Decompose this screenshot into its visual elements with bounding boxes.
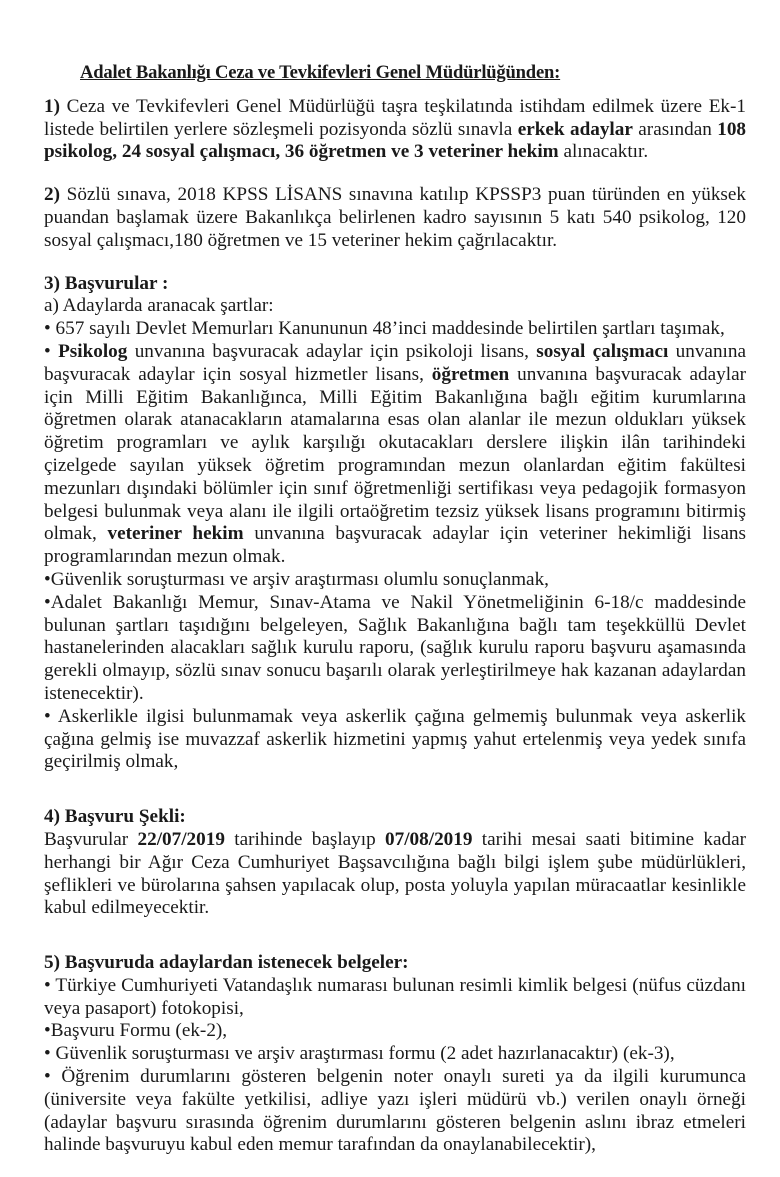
- section-4-paragraph: Başvurular 22/07/2019 tarihinde başlayıp 07/08/2019 tarihi mesai saati bitimine kadar herhangi bir Ağır Ceza Cumhuriyet Başsavcılığına bağlı bilgi işlem şube müdürlükleri, şeflikleri ve bürolarına şahsen yapılacak olup, posta yoluyla yapılan müracaatlar kesinlikle kabul edilmeyecektir.: [44, 828, 746, 919]
- section-3-heading: 3) Başvurular :: [44, 272, 169, 294]
- emphasis: erkek adaylar: [517, 118, 633, 140]
- section-3-sub-a: a) Adaylarda aranacak şartlar:: [44, 295, 274, 317]
- requirement-item: • Psikolog unvanına başvuracak adaylar için psikoloji lisans, sosyal çalışmacı unvanına başvuracak adaylar için sosyal hizmetler lisans, öğretmen unvanına başvuracak adaylar için Milli Eğitim Bakanlığınca, Milli Eğitim Bakanlığına bağlı eğitim kurumlarına öğretmen olarak atanacakların atamalarına esas olan alanlar ile mezun oldukları yüksek öğretim programları ve aylık karşılığı okutacakları derslere ilişkin ilân tarihindeki çizelgede sayılan yüksek öğretim programından mezun olanlardan eğitim fakültesi mezunları dışındaki bölümler için sınıf öğretmenliği sertifikası veya pedagojik formasyon belgesi bulunmak veya alanı ile ilgili ortaöğretim tezsiz yüksek lisans programını bitirmiş olmak, veteriner hekim unvanına başvuracak adaylar için veteriner hekimliği lisans programlarından mezun olmak.: [44, 340, 746, 568]
- section-5-heading: 5) Başvuruda adaylardan istenecek belgeler:: [44, 952, 409, 974]
- section-2-paragraph: 2) Sözlü sınava, 2018 KPSS LİSANS sınavına katılıp KPSSP3 puan türünden en yüksek puandan başlamak üzere Bakanlıkça belirlenen kadro sayısının 5 katı 540 psikolog, 120 sosyal çalışmacı,180 öğretmen ve 15 veteriner hekim çağrılacaktır.: [44, 184, 746, 251]
- requirement-item: •Güvenlik soruşturması ve arşiv araştırması olumlu sonuçlanmak,: [44, 568, 549, 590]
- document-title: Adalet Bakanlığı Ceza ve Tevkifevleri Genel Müdürlüğünden:: [80, 62, 561, 83]
- start-date: 22/07/2019: [137, 828, 225, 850]
- section-2: [44, 184, 746, 252]
- section-4-heading: 4) Başvuru Şekli:: [44, 806, 186, 828]
- document-page: [44, 62, 746, 1177]
- section-1: [44, 96, 746, 164]
- emphasis: 108 psikolog, 24 sosyal çalışmacı, 36 öğretmen ve 3 veteriner hekim: [44, 118, 746, 163]
- requirement-item: • 657 sayılı Devlet Memurları Kanununun 48’inci maddesinde belirtilen şartları taşımak,: [44, 318, 725, 340]
- requirement-item: •Adalet Bakanlığı Memur, Sınav-Atama ve Nakil Yönetmeliğinin 6-18/c maddesinde bulunan şartları taşıdığını belgeleyen, Sağlık Bakanlığına bağlı tam teşekküllü Devlet hastanelerinden alacakları sağlık kurulu raporu, (sağlık kurulu raporu başvuru aşamasında gerekli olmayıp, sözlü sınav sonucu başarılı olarak yerleştirilmeye hak kazanan adaylardan istenecektir).: [44, 591, 746, 704]
- document-item: •Başvuru Formu (ek-2),: [44, 1020, 228, 1042]
- end-date: 07/08/2019: [385, 828, 473, 850]
- section-1-paragraph: 1) Ceza ve Tevkifevleri Genel Müdürlüğü taşra teşkilatında istihdam edilmek üzere Ek-1 listede belirtilen yerlere sözleşmeli pozisyonda sözlü sınavla erkek adaylar arasından 108 psikolog, 24 sosyal çalışmacı, 36 öğretmen ve 3 veteriner hekim alınacaktır.: [44, 95, 746, 163]
- document-item: • Güvenlik soruşturması ve arşiv araştırması formu (2 adet hazırlanacaktır) (ek-3),: [44, 1043, 675, 1065]
- document-item: • Öğrenim durumlarını gösteren belgenin noter onaylı sureti ya da ilgili kurumunca (üniversite veya fakülte yetkilisi, adliye yazı işleri müdürü vb.) verilen onaylı örneği (adaylar başvuru sırasında öğrenim durumlarını gösteren belgenin aslını ibraz etmeleri halinde başvuruyu kabul eden memur tarafından da onaylanabilecektir),: [44, 1066, 746, 1156]
- section-number: 1): [44, 95, 60, 117]
- section-4: [44, 806, 746, 920]
- requirement-item: • Askerlikle ilgisi bulunmamak veya askerlik çağına gelmemiş bulunmak veya askerlik çağına gelmiş ise muvazzaf askerlik hizmetini yapmış yahut ertelenmiş veya yedek sınıfa geçirilmiş olmak,: [44, 705, 746, 773]
- section-number: 2): [44, 184, 60, 206]
- section-5: [44, 952, 746, 1157]
- section-3: [44, 273, 746, 775]
- document-item: • Türkiye Cumhuriyeti Vatandaşlık numarası bulunan resimli kimlik belgesi (nüfus cüzdanı veya pasaport) fotokopisi,: [44, 974, 746, 1019]
